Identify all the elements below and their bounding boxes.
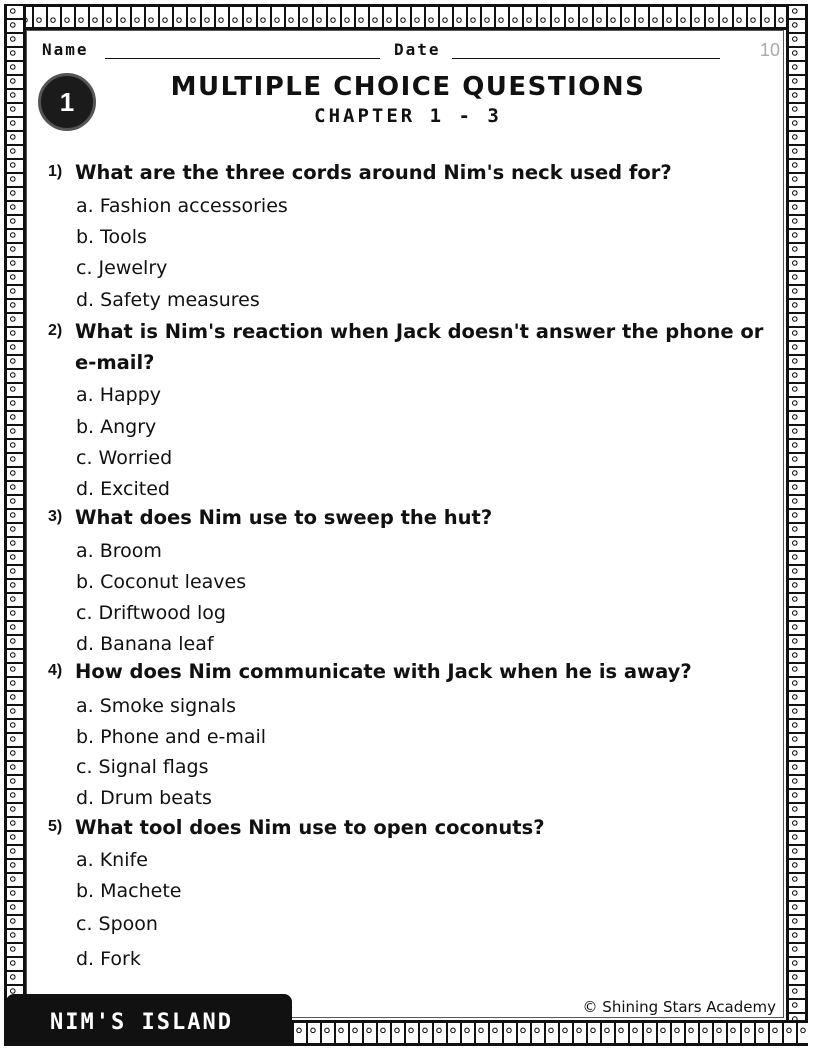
- option-4a: a. Smoke signals: [76, 695, 237, 717]
- question-text: What are the three cords around Nim's neck used for?: [75, 161, 672, 184]
- date-label: Date: [394, 40, 441, 59]
- option-5d: d. Fork: [76, 948, 141, 970]
- option-2b: b. Angry: [76, 416, 157, 438]
- option-5b: b. Machete: [76, 880, 182, 902]
- date-field-line[interactable]: [452, 58, 720, 59]
- question-text: How does Nim communicate with Jack when he is away?: [75, 660, 692, 683]
- option-1d: d. Safety measures: [76, 289, 260, 311]
- option-3c: c. Driftwood log: [76, 602, 226, 624]
- option-2d: d. Excited: [76, 478, 170, 500]
- name-field-line[interactable]: [105, 58, 380, 59]
- question-number: 2): [48, 322, 63, 339]
- page-number: 10: [759, 40, 780, 60]
- question-text: What does Nim use to sweep the hut?: [75, 506, 493, 529]
- option-3b: b. Coconut leaves: [76, 571, 247, 593]
- option-3d: d. Banana leaf: [76, 633, 214, 655]
- option-1c: c. Jewelry: [76, 257, 168, 279]
- option-5c: c. Spoon: [76, 913, 158, 935]
- border-chain-left: [4, 4, 26, 1046]
- question-text: What is Nim's reaction when Jack doesn't answer the phone or e-mail?: [75, 320, 764, 374]
- question-number: 1): [48, 163, 63, 180]
- name-label: Name: [42, 40, 89, 59]
- worksheet-number-badge: 1: [38, 73, 96, 131]
- question-number: 4): [48, 662, 63, 679]
- border-chain-bottom: [292, 1020, 808, 1046]
- option-2c: c. Worried: [76, 447, 173, 469]
- question-text: What tool does Nim use to open coconuts?: [75, 816, 545, 839]
- border-chain-top: [4, 4, 808, 30]
- option-5a: a. Knife: [76, 849, 148, 871]
- option-1a: a. Fashion accessories: [76, 195, 288, 217]
- option-4c: c. Signal flags: [76, 756, 209, 778]
- option-4d: d. Drum beats: [76, 787, 212, 809]
- book-title-badge: NIM'S ISLAND: [6, 994, 292, 1046]
- border-chain-right: [786, 4, 808, 1046]
- question-number: 5): [48, 818, 63, 835]
- option-1b: b. Tools: [76, 226, 147, 248]
- option-3a: a. Broom: [76, 540, 162, 562]
- option-2a: a. Happy: [76, 384, 162, 406]
- option-4b: b. Phone and e-mail: [76, 726, 267, 748]
- page-subtitle: CHAPTER 1 - 3: [314, 105, 502, 127]
- copyright-text: © Shining Stars Academy: [582, 998, 776, 1016]
- page-title: MULTIPLE CHOICE QUESTIONS: [170, 72, 646, 102]
- question-number: 3): [48, 508, 63, 525]
